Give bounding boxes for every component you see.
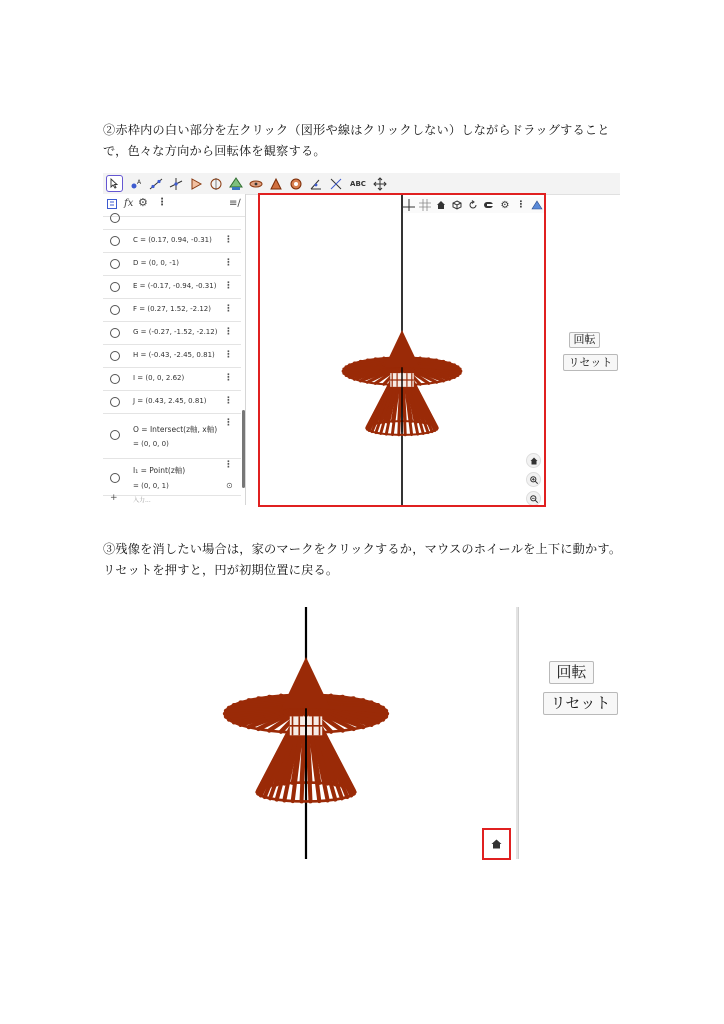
list-item[interactable] [103, 344, 241, 368]
instruction-step-2 [103, 120, 633, 162]
list-item[interactable] [103, 413, 241, 459]
object-value: = (0, 0, 0) [133, 440, 169, 448]
more-options-icon[interactable]: ⋮ [157, 197, 167, 208]
more-options-icon[interactable]: ⋮ [516, 200, 526, 210]
reflect-tool-icon[interactable] [327, 175, 344, 192]
list-item[interactable] [103, 321, 241, 345]
list-item[interactable] [103, 216, 241, 230]
panel-divider [518, 607, 519, 859]
object-definition: C = (0.17, 0.94, -0.31) [133, 236, 212, 244]
instruction-step-3-line1: ③残像を消したい場合は，家のマークをクリックするか，マウスのホイールを上下に動かす。 [103, 542, 622, 556]
list-item[interactable] [103, 367, 241, 391]
instruction-step-3 [103, 539, 633, 581]
zoom-out-icon[interactable] [526, 491, 541, 506]
visibility-toggle[interactable] [110, 213, 120, 223]
visibility-toggle[interactable] [110, 397, 120, 407]
home-view-icon[interactable] [526, 453, 541, 468]
list-item[interactable] [103, 229, 241, 253]
visibility-toggle[interactable] [110, 351, 120, 361]
solid-of-revolution [260, 195, 544, 505]
input-placeholder[interactable]: 入力... [133, 497, 151, 504]
instruction-step-2-line2: で，色々な方向から回転体を観察する。 [103, 144, 326, 158]
visibility-toggle[interactable] [110, 430, 120, 440]
top-cone [384, 330, 419, 367]
visibility-toggle[interactable] [110, 374, 120, 384]
visibility-toggle[interactable] [110, 328, 120, 338]
object-definition: O = Intersect(z軸, x軸) [133, 425, 218, 434]
row-menu-icon[interactable]: ⋮ [224, 258, 233, 268]
object-definition: E = (-0.17, -0.94, -0.31) [133, 282, 217, 290]
row-menu-icon[interactable]: ⋮ [224, 373, 233, 383]
geogebra-toolbar [103, 173, 620, 195]
object-definition: J = (0.43, 2.45, 0.81) [133, 397, 207, 405]
graphics-3d-view[interactable] [258, 193, 546, 507]
row-menu-icon[interactable]: ⋮ [224, 281, 233, 291]
angle-tool-icon[interactable] [307, 175, 324, 192]
object-definition: D = (0, 0, -1) [133, 259, 179, 267]
polygon-tool-icon[interactable] [187, 175, 204, 192]
settings-gear-icon[interactable]: ⚙ [138, 196, 148, 209]
home-button-highlight[interactable] [482, 828, 511, 860]
list-item[interactable] [103, 252, 241, 276]
slider-play-icon[interactable]: ⊙ [226, 481, 233, 490]
visibility-toggle[interactable] [110, 259, 120, 269]
settings-gear-icon[interactable]: ⚙ [500, 199, 510, 211]
object-definition: H = (-0.43, -2.45, 0.81) [133, 351, 215, 359]
row-menu-icon[interactable]: ⋮ [224, 327, 233, 337]
object-value: = (0, 0, 1) [133, 482, 169, 490]
point-tool-icon[interactable] [127, 175, 144, 192]
list-item[interactable] [103, 390, 241, 414]
svg-text:A: A [136, 178, 141, 186]
algebra-view [103, 194, 246, 505]
instruction-step-2-line1: ②赤枠内の白い部分を左クリック（図形や線はクリックしない）しながらドラッグすること [103, 123, 610, 137]
rotate-tool-icon[interactable] [287, 175, 304, 192]
instruction-step-3-line2: リセットを押すと，円が初期位置に戻る。 [103, 563, 339, 577]
move-tool-icon[interactable] [106, 175, 123, 192]
text-tool-icon[interactable]: ABC [350, 179, 366, 188]
scrollbar[interactable] [242, 410, 245, 488]
home-icon[interactable] [491, 839, 502, 849]
geogebra-screenshot-2 [220, 607, 630, 862]
rotate-button[interactable]: 回転 [549, 661, 594, 684]
zoom-in-icon[interactable] [526, 472, 541, 487]
visibility-toggle[interactable] [110, 305, 120, 315]
sort-icon[interactable]: ≡∕ [229, 198, 241, 209]
sphere-tool-icon[interactable] [267, 175, 284, 192]
pyramid-tool-icon[interactable] [227, 175, 244, 192]
line-tool-icon[interactable] [147, 175, 164, 192]
row-menu-icon[interactable]: ⋮ [224, 396, 233, 406]
list-item[interactable] [103, 275, 241, 299]
row-menu-icon[interactable]: ⋮ [224, 350, 233, 360]
object-definition: I₁ = Point(z軸) [133, 466, 186, 475]
row-menu-icon[interactable]: ⋮ [224, 460, 233, 470]
object-definition: F = (0.27, 1.52, -2.12) [133, 305, 211, 313]
object-definition: I = (0, 0, 2.62) [133, 374, 185, 382]
move-view-tool-icon[interactable] [371, 175, 388, 192]
row-menu-icon[interactable]: ⋮ [224, 304, 233, 314]
geogebra-screenshot-1 [103, 173, 620, 505]
visibility-toggle[interactable] [110, 282, 120, 292]
rotate-button[interactable]: 回転 [569, 332, 600, 348]
solid-of-revolution [220, 607, 520, 862]
list-item[interactable] [103, 298, 241, 322]
fx-label[interactable]: fx [124, 198, 134, 209]
top-cone [282, 657, 331, 708]
algebra-view-icon[interactable] [107, 199, 117, 212]
add-icon[interactable]: + [110, 493, 118, 503]
list-item[interactable] [103, 458, 241, 496]
algebra-header [103, 194, 245, 217]
plane-tool-icon[interactable] [247, 175, 264, 192]
object-definition: G = (-0.27, -1.52, -2.12) [133, 328, 218, 336]
visibility-toggle[interactable] [110, 473, 120, 483]
perpendicular-tool-icon[interactable] [167, 175, 184, 192]
lamp-shaped-solid [343, 195, 461, 505]
reset-button[interactable]: リセット [563, 354, 618, 371]
row-menu-icon[interactable]: ⋮ [224, 235, 233, 245]
row-menu-icon[interactable]: ⋮ [224, 418, 233, 428]
input-bar[interactable] [103, 495, 241, 505]
lamp-shaped-solid [225, 607, 387, 859]
visibility-toggle[interactable] [110, 236, 120, 246]
reset-button[interactable]: リセット [543, 692, 618, 715]
circle-tool-icon[interactable] [207, 175, 224, 192]
